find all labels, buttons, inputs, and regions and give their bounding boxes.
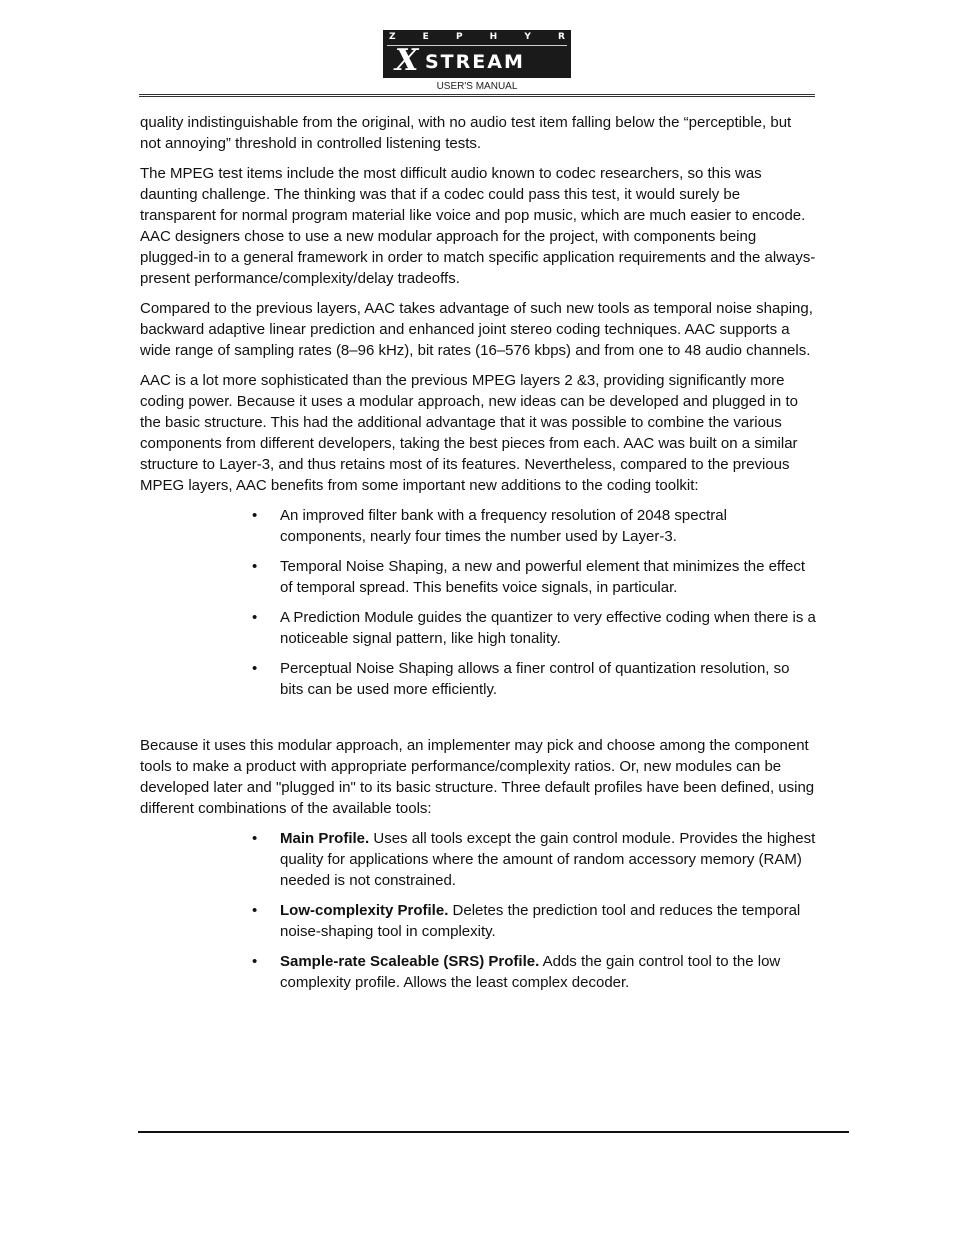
logo-zephyr-letters xyxy=(383,32,571,42)
list-item xyxy=(252,607,816,649)
list-item-text: Perceptual Noise Shaping allows a finer control of quantization resolution, so bits can be used more efficiently. xyxy=(280,660,790,698)
bullet-icon: • xyxy=(252,507,258,524)
bullet-icon: • xyxy=(252,558,258,575)
list-item xyxy=(252,556,816,598)
paragraph: AAC is a lot more sophisticated than the previous MPEG layers 2 &3, providing significantly more coding power. Because it uses a modular approach, new ideas can be developed and plugged in to the basic structure. This had the additional advantage that it was possible to combine the various components from different developers, taking the best pieces from each. AAC was built on a similar structure to Layer-3, and thus retains most of its features. Nevertheless, compared to the previous MPEG layers, AAC benefits from some important new additions to the coding toolkit: xyxy=(140,372,798,494)
profile-name: Main Profile. xyxy=(280,830,370,847)
profile-description: Adds the gain control tool to the low complexity profile. Allows the least complex decoder. xyxy=(280,953,781,991)
paragraph: The MPEG test items include the most difficult audio known to codec researchers, so this was daunting challenge. The thinking was that if a codec could pass this test, it would surely be transparent for normal program material like voice and pop music, which are much easier to encode. AAC designers chose to use a new modular approach for the project, with components being plugged-in to a general framework in order to match specific application requirements and the always-present performance/complexity/delay tradeoffs. xyxy=(140,165,816,287)
list-item xyxy=(252,828,816,891)
logo-letter: P xyxy=(455,32,463,42)
header-rule-secondary xyxy=(139,96,815,97)
bullet-icon: • xyxy=(252,660,258,677)
page-body xyxy=(140,112,816,1002)
profiles-list xyxy=(140,828,816,993)
list-item xyxy=(252,658,816,700)
list-item xyxy=(252,951,816,993)
bullet-icon: • xyxy=(252,830,258,847)
spacer xyxy=(140,709,816,735)
aac-tools-list xyxy=(140,505,816,700)
logo-subtitle: USER'S MANUAL xyxy=(436,81,518,92)
logo-stream-word: STREAM xyxy=(425,51,525,73)
profile-name: Low-complexity Profile. xyxy=(280,902,449,919)
paragraph: Compared to the previous layers, AAC takes advantage of such new tools as temporal noise shaping, backward adaptive linear prediction and enhanced joint stereo coding techniques. AAC supports a wide range of sampling rates (8–96 kHz), bit rates (16–576 kbps) and from one to 48 audio channels. xyxy=(140,300,813,359)
list-item xyxy=(252,505,816,547)
list-item xyxy=(252,900,816,942)
list-item-text: A Prediction Module guides the quantizer to very effective coding when there is a noticeable signal pattern, like high tonality. xyxy=(280,609,816,647)
profile-description: Deletes the prediction tool and reduces the temporal noise-shaping tool in complexity. xyxy=(280,902,801,940)
list-item-text: Temporal Noise Shaping, a new and powerful element that minimizes the effect of temporal spread. This benefits voice signals, in particular. xyxy=(280,558,806,596)
logo-letter: H xyxy=(489,32,498,42)
bullet-icon: • xyxy=(252,609,258,626)
logo-letter: E xyxy=(422,32,429,42)
profile-name: Sample-rate Scaleable (SRS) Profile. xyxy=(280,953,540,970)
paragraph: quality indistinguishable from the original, with no audio test item falling below the “perceptible, but not annoying” threshold in controlled listening tests. xyxy=(140,114,792,152)
logo-x-mark: X xyxy=(395,43,419,78)
logo-letter: Z xyxy=(389,32,396,42)
bullet-icon: • xyxy=(252,902,258,919)
zephyr-xstream-logo xyxy=(383,30,571,78)
profile-description: Uses all tools except the gain control module. Provides the highest quality for applications where the amount of random accessory memory (RAM) needed is not constrained. xyxy=(280,830,816,889)
paragraph: Because it uses this modular approach, an implementer may pick and choose among the component tools to make a product with appropriate performance/complexity ratios. Or, new modules can be developed later and "plugged in" to its basic structure. Three default profiles have been defined, using different combinations of the available tools: xyxy=(140,737,815,817)
list-item-text: An improved filter bank with a frequency resolution of 2048 spectral components, nearly four times the number used by Layer-3. xyxy=(280,507,727,545)
bullet-icon: • xyxy=(252,953,258,970)
logo-letter: Y xyxy=(524,32,531,42)
logo-letter: R xyxy=(558,32,565,42)
footer-rule xyxy=(138,1131,849,1133)
header-rule xyxy=(139,94,815,95)
